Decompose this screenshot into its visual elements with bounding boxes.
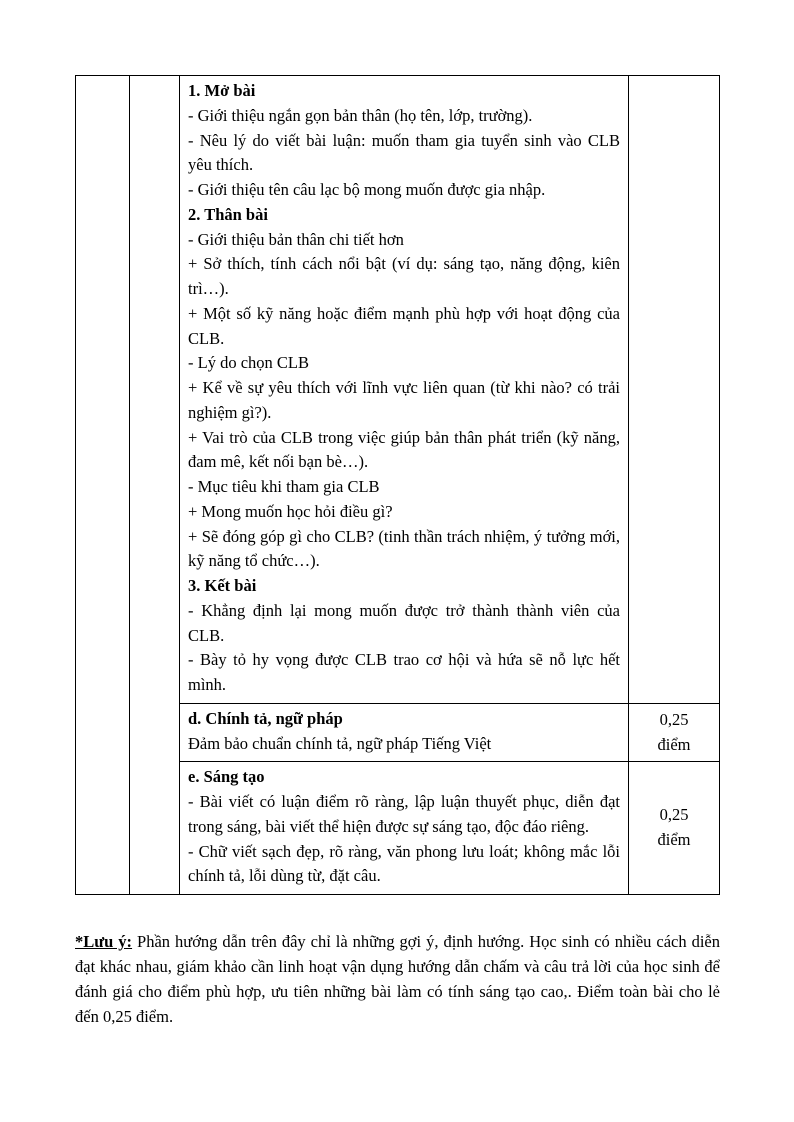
rubric-line: - Lý do chọn CLB bbox=[188, 353, 309, 373]
rubric-line: - Giới thiệu ngắn gọn bản thân (họ tên, lớp, trường). bbox=[188, 105, 533, 125]
rubric-line: - Chữ viết sạch đẹp, rõ ràng, văn phong lưu loát; không mắc lỗi chính tả, lỗi dùng từ, đặt câu. bbox=[188, 841, 620, 886]
table-empty-column-2 bbox=[130, 76, 180, 894]
rubric-line: - Khẳng định lại mong muốn được trở thành thành viên của CLB. bbox=[188, 600, 620, 645]
note-label: *Lưu ý: bbox=[75, 932, 133, 951]
rubric-line: - Nêu lý do viết bài luận: muốn tham gia tuyển sinh vào CLB yêu thích. bbox=[188, 130, 620, 175]
note-paragraph bbox=[75, 929, 720, 1029]
rubric-line: + Sẽ đóng góp gì cho CLB? (tinh thần trách nhiệm, ý tưởng mới, kỹ năng tổ chức…). bbox=[188, 526, 620, 571]
rubric-heading: 1. Mở bài bbox=[188, 81, 256, 100]
rubric-line: + Kể về sự yêu thích với lĩnh vực liên quan (từ khi nào? có trải nghiệm gì?). bbox=[188, 378, 620, 422]
rubric-line: - Mục tiêu khi tham gia CLB bbox=[188, 477, 380, 496]
rubric-line: - Bài viết có luận điểm rõ ràng, lập luận thuyết phục, diễn đạt trong sáng, bài viết thể hiện được sự sáng tạo, độc đáo riêng. bbox=[188, 792, 620, 836]
rubric-line: Đảm bảo chuẩn chính tả, ngữ pháp Tiếng Việt bbox=[188, 733, 492, 753]
points-cell bbox=[629, 703, 719, 762]
rubric-line: + Vai trò của CLB trong việc giúp bản thân phát triển (kỹ năng, đam mê, kết nối bạn bè…). bbox=[188, 427, 620, 472]
rubric-line: + Mong muốn học hỏi điều gì? bbox=[188, 501, 393, 521]
note-text: Phần hướng dẫn trên đây chỉ là những gợi ý, định hướng. Học sinh có nhiều cách diễn đạt khác nhau, giám khảo cần linh hoạt vận dụng hướng dẫn chấm và câu trả lời của học sinh để đánh giá cho điểm phù hợp, ưu tiên những bài làm có tính sáng tạo cao,. Điểm toàn bài cho lẻ đến 0,25 điểm. bbox=[75, 932, 720, 1027]
rubric-content-cell bbox=[180, 703, 629, 762]
rubric-heading: d. Chính tả, ngữ pháp bbox=[188, 708, 343, 728]
rubric-heading: 3. Kết bài bbox=[188, 576, 257, 595]
rubric-line: - Giới thiệu tên câu lạc bộ mong muốn được gia nhập. bbox=[188, 180, 546, 199]
points-text: điểm bbox=[657, 830, 691, 850]
points-cell bbox=[629, 76, 719, 703]
rubric-line: + Sở thích, tính cách nổi bật (ví dụ: sáng tạo, năng động, kiên trì…). bbox=[188, 254, 620, 298]
rubric-content-cell bbox=[180, 76, 629, 703]
points-text: 0,25 bbox=[659, 709, 689, 729]
rubric-line: - Bày tỏ hy vọng được CLB trao cơ hội và hứa sẽ nỗ lực hết mình. bbox=[188, 650, 620, 694]
points-cell bbox=[629, 761, 719, 894]
points-text: điểm bbox=[657, 734, 691, 754]
points-text: 0,25 bbox=[659, 805, 689, 825]
rubric-content-cell bbox=[180, 761, 629, 894]
rubric-table bbox=[75, 75, 720, 895]
rubric-heading: 2. Thân bài bbox=[188, 204, 268, 224]
rubric-line: - Giới thiệu bản thân chi tiết hơn bbox=[188, 229, 404, 249]
rubric-heading: e. Sáng tạo bbox=[188, 767, 265, 787]
table-empty-column-1 bbox=[76, 76, 130, 894]
rubric-line: + Một số kỹ năng hoặc điểm mạnh phù hợp với hoạt động của CLB. bbox=[188, 303, 620, 348]
